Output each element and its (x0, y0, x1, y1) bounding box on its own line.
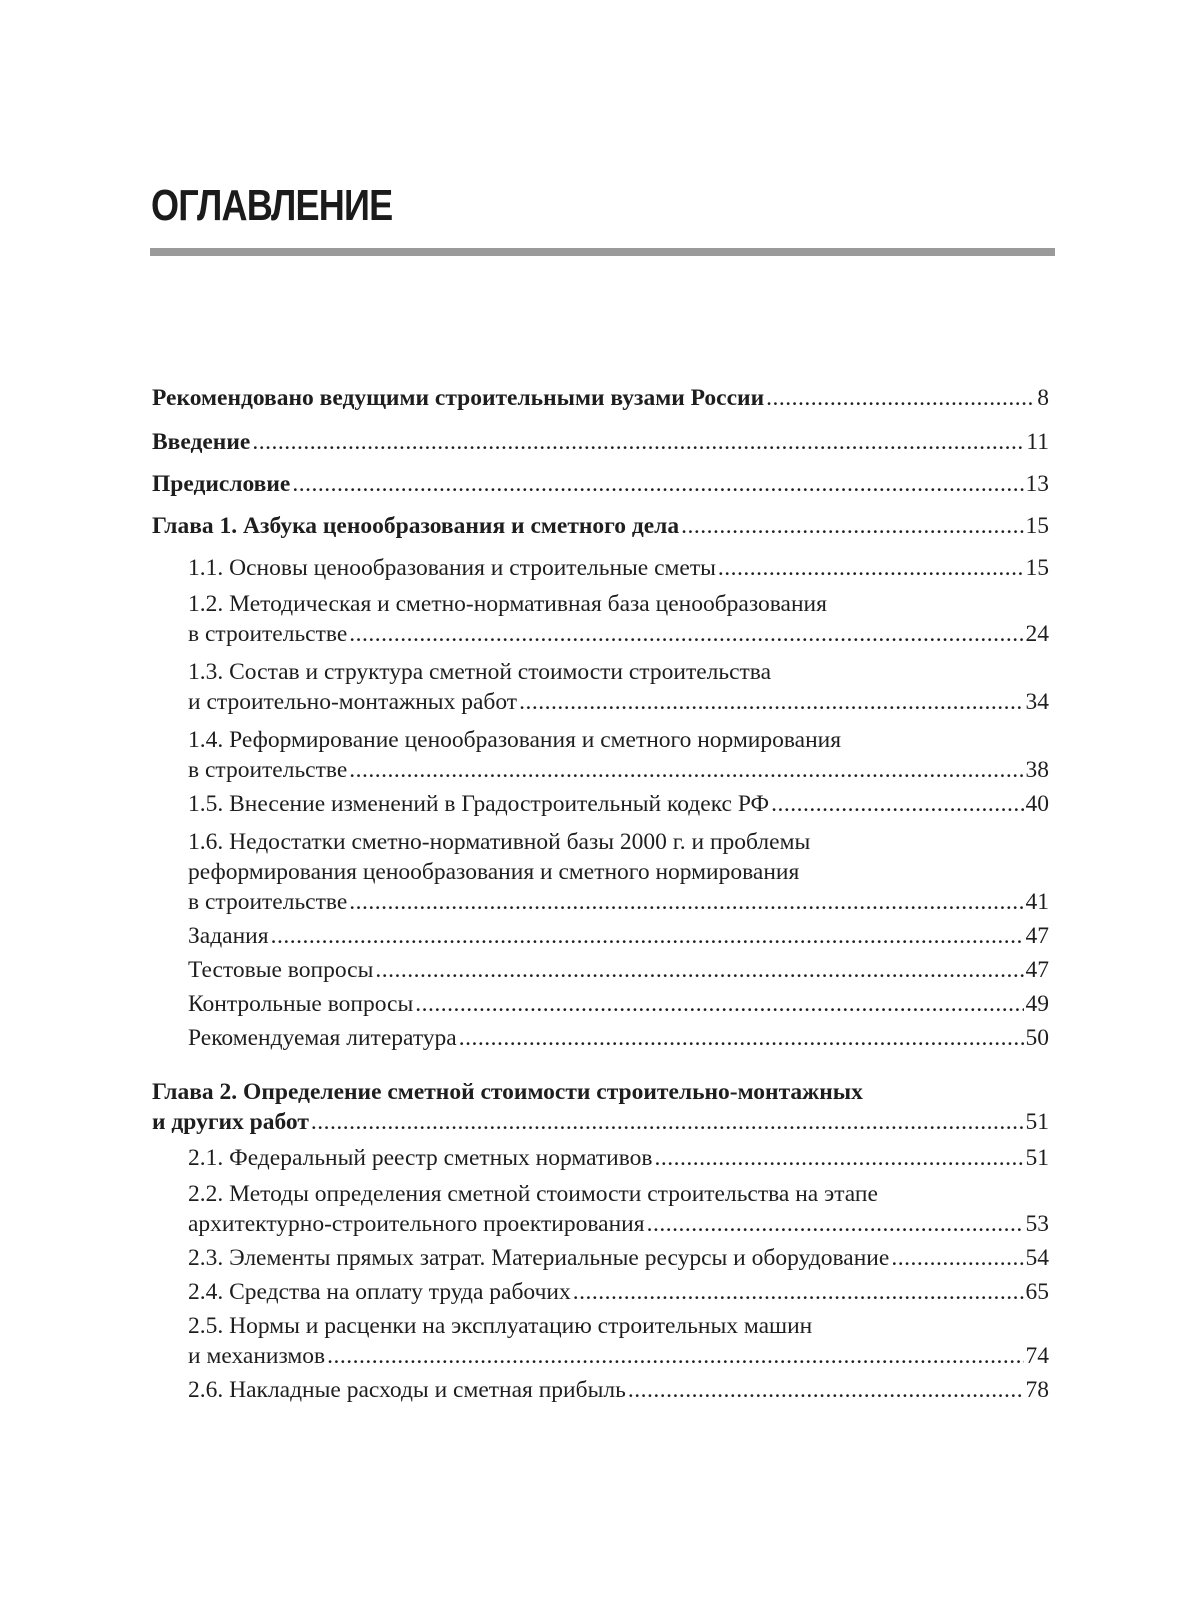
toc-page-number: 49 (1025, 991, 1049, 1017)
dot-leader (311, 1107, 1024, 1137)
dot-leader (573, 1277, 1024, 1307)
toc-page-number: 65 (1025, 1279, 1049, 1305)
dot-leader (771, 789, 1023, 819)
toc-entry-title: 1.1. Основы ценообразования и строительные сметы (188, 555, 716, 581)
dot-leader (252, 427, 1024, 457)
toc-entry-title: 1.5. Внесение изменений в Градостроительный кодекс РФ (188, 791, 770, 817)
toc-page-number: 11 (1026, 429, 1049, 455)
toc-entry-title: Контрольные вопросы (188, 991, 414, 1017)
toc-entry[interactable] (152, 1311, 1049, 1371)
toc-entry[interactable] (152, 1179, 1049, 1239)
dot-leader (415, 989, 1023, 1019)
dot-leader (327, 1341, 1023, 1371)
toc-entry-title: Предисловие (152, 471, 291, 497)
toc-entry-title: Рекомендуемая литература (188, 1025, 457, 1051)
toc-entry[interactable] (152, 383, 1049, 413)
toc-entry-title: Глава 1. Азбука ценообразования и сметного дела (152, 513, 680, 539)
toc-entry[interactable] (152, 921, 1049, 951)
toc-entry-title-line: 1.4. Реформирование ценообразования и сметного нормирования (188, 727, 842, 753)
toc-entry-title: в строительстве (188, 889, 348, 915)
toc-entry-title: в строительстве (188, 621, 348, 647)
toc-entry-title-line: 1.3. Состав и структура сметной стоимости строительства (188, 659, 772, 685)
toc-entry-title: и механизмов (188, 1343, 326, 1369)
toc-entry-title: 2.1. Федеральный реестр сметных нормативов (188, 1145, 653, 1171)
dot-leader (292, 469, 1023, 499)
dot-leader (349, 619, 1023, 649)
toc-page-number: 51 (1025, 1145, 1049, 1171)
dot-leader (891, 1243, 1023, 1273)
page-title: ОГЛАВЛЕНИЕ (151, 181, 393, 230)
toc-entry[interactable] (152, 955, 1049, 985)
toc-entry-title: 2.3. Элементы прямых затрат. Материальные ресурсы и оборудование (188, 1245, 890, 1271)
toc-page-number: 47 (1025, 957, 1049, 983)
dot-leader (375, 955, 1023, 985)
toc-page-number: 40 (1025, 791, 1049, 817)
toc-entry[interactable] (152, 469, 1049, 499)
toc-entry-title: и других работ (152, 1109, 309, 1135)
toc-entry[interactable] (152, 725, 1049, 785)
title-divider (150, 248, 1055, 256)
dot-leader (459, 1023, 1024, 1053)
toc-page-number: 24 (1025, 621, 1049, 647)
toc-entry[interactable] (152, 657, 1049, 717)
toc-entry-title: Задания (188, 923, 269, 949)
toc-entry-title: 2.4. Средства на оплату труда рабочих (188, 1279, 571, 1305)
dot-leader (628, 1375, 1024, 1405)
toc-entry-title: Введение (152, 429, 251, 455)
toc-page-number: 53 (1025, 1211, 1049, 1237)
toc-entry[interactable] (152, 827, 1049, 917)
toc-page-number: 13 (1025, 471, 1049, 497)
toc-page-number: 41 (1025, 889, 1049, 915)
toc-entry[interactable] (152, 1277, 1049, 1307)
dot-leader (349, 755, 1023, 785)
toc-entry[interactable] (152, 1023, 1049, 1053)
dot-leader (519, 687, 1023, 717)
toc-entry[interactable] (152, 1375, 1049, 1405)
toc-page-number: 74 (1025, 1343, 1049, 1369)
toc-entry[interactable] (152, 427, 1049, 457)
toc-entry-title-line: 2.2. Методы определения сметной стоимости строительства на этапе (188, 1181, 878, 1207)
dot-leader (271, 921, 1024, 951)
toc-entry-title: и строительно-монтажных работ (188, 689, 518, 715)
toc-entry[interactable] (152, 1143, 1049, 1173)
toc-entry-title: архитектурно-строительного проектирования (188, 1211, 645, 1237)
toc-entry[interactable] (152, 989, 1049, 1019)
toc-entry-title: 2.6. Накладные расходы и сметная прибыль (188, 1377, 626, 1403)
toc-page-number: 50 (1025, 1025, 1049, 1051)
toc-page-number: 51 (1025, 1109, 1049, 1135)
dot-leader (655, 1143, 1024, 1173)
toc-page-number: 54 (1025, 1245, 1049, 1271)
toc-entry[interactable] (152, 511, 1049, 541)
dot-leader (766, 383, 1035, 413)
toc-page-number: 15 (1025, 555, 1049, 581)
toc-entry-title: Тестовые вопросы (188, 957, 374, 983)
toc-entry-title-line: 1.2. Методическая и сметно-нормативная база ценообразования (188, 591, 827, 617)
toc-entry-title: в строительстве (188, 757, 348, 783)
toc-entry[interactable] (152, 1077, 1049, 1137)
toc-page-number: 15 (1025, 513, 1049, 539)
dot-leader (681, 511, 1023, 541)
toc-page-number: 78 (1025, 1377, 1049, 1403)
dot-leader (647, 1209, 1024, 1239)
toc-entry-title: Рекомендовано ведущими строительными вузами России (152, 385, 765, 411)
toc-entry-title-line: 1.6. Недостатки сметно-нормативной базы 2000 г. и проблемы (188, 829, 811, 855)
dot-leader (718, 553, 1024, 583)
dot-leader (349, 887, 1023, 917)
toc-page-number: 47 (1025, 923, 1049, 949)
toc-entry[interactable] (152, 553, 1049, 583)
toc-entry-title-line: реформирования ценообразования и сметного нормирования (188, 859, 800, 885)
toc-page-number: 8 (1037, 385, 1049, 411)
toc-entry-title-line: 2.5. Нормы и расценки на эксплуатацию строительных машин (188, 1313, 813, 1339)
toc-page-number: 34 (1025, 689, 1049, 715)
toc-entry[interactable] (152, 589, 1049, 649)
table-of-contents (152, 383, 1049, 1405)
toc-entry[interactable] (152, 789, 1049, 819)
toc-page-number: 38 (1025, 757, 1049, 783)
toc-entry[interactable] (152, 1243, 1049, 1273)
toc-entry-title-line: Глава 2. Определение сметной стоимости строительно-монтажных (152, 1079, 863, 1105)
